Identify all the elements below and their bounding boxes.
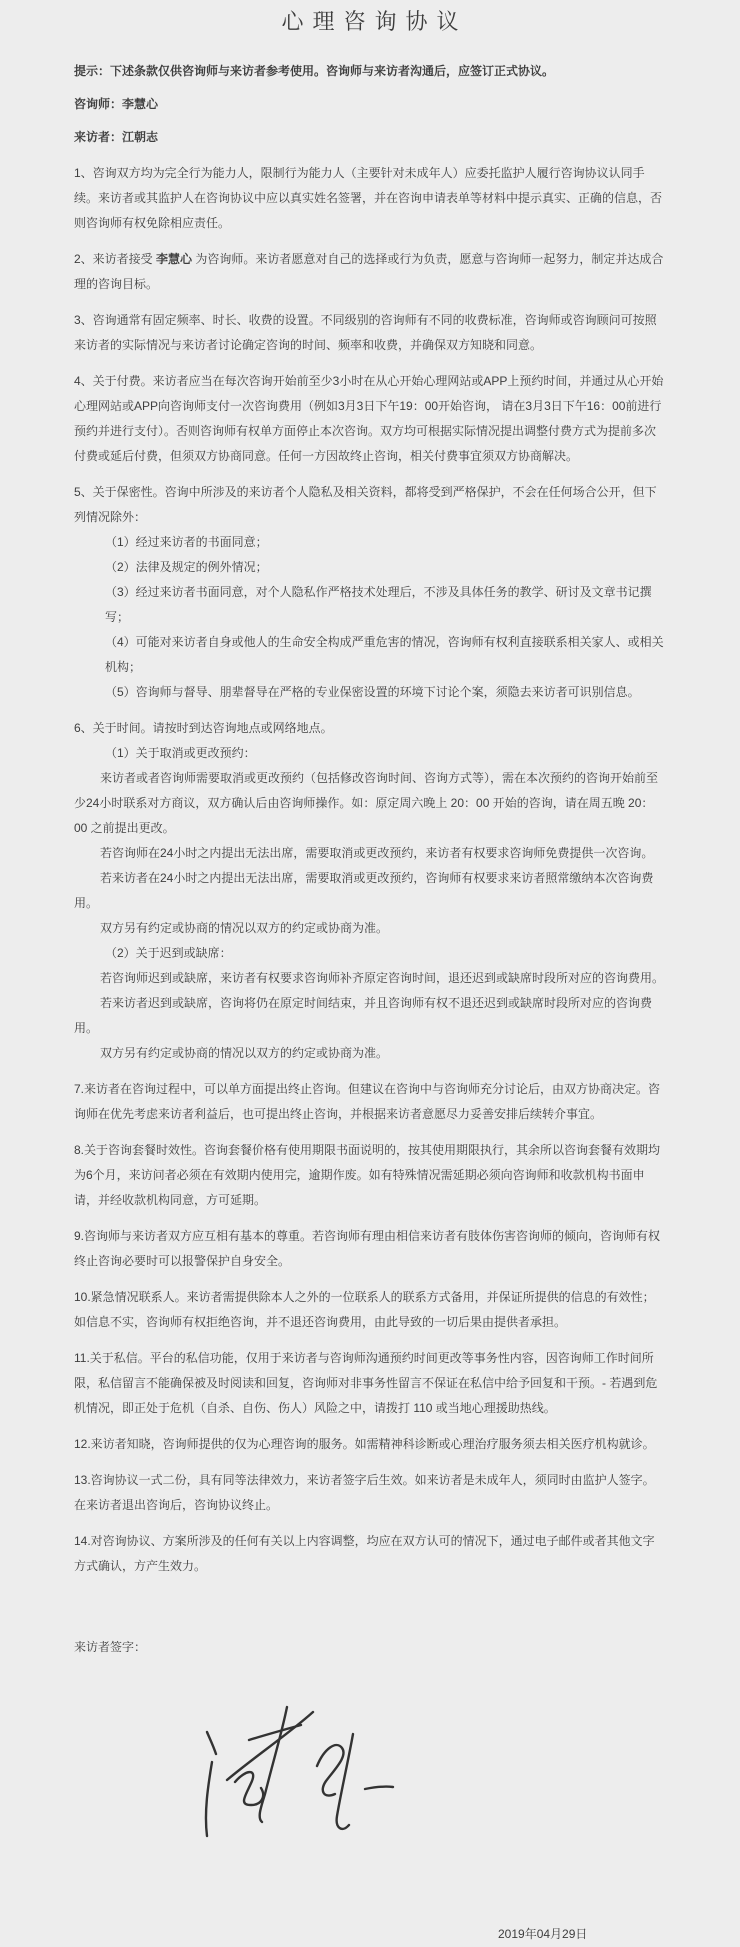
term-item-6-sub-2-para-c: 双方另有约定或协商的情况以双方的约定或协商为准。	[100, 1046, 389, 1060]
term-item-6-sub-1-para-b: 若咨询师在24小时之内提出无法出席，需要取消或更改预约，来访者有权要求咨询师免费提供一次咨询。	[100, 846, 654, 860]
term-item-14: 14.对咨询协议、方案所涉及的任何有关以上内容调整，均应在双方认可的情况下，通过电子邮件或者其他文字方式确认，方产生效力。	[74, 1534, 655, 1573]
term-item-6-sub-2-para-b: 若来访者迟到或缺席，咨询将仍在原定时间结束，并且咨询师有权不退还迟到或缺席时段所对应的咨询费用。	[74, 996, 653, 1035]
term-item-5-sub-4: （4）可能对来访者自身或他人的生命安全构成严重危害的情况，咨询师有权利直接联系相关家人、或相关机构；	[105, 635, 664, 674]
term-item-6-sub-1-head: （1）关于取消或更改预约：	[105, 746, 256, 760]
page-title: 心理咨询协议	[281, 9, 468, 34]
visitor-label: 来访者：	[74, 130, 123, 144]
term-item-9: 9.咨询师与来访者双方应互相有基本的尊重。若咨询师有理由相信来访者有肢体伤害咨询师的倾向，咨询师有权终止咨询必要时可以报警保护自身安全。	[74, 1229, 661, 1268]
term-item-6-sub-1-para-a: 来访者或者咨询师需要取消或更改预约（包括修改咨询时间、咨询方式等），需在本次预约的咨询开始前至少24小时联系对方商议，双方确认后由咨询师操作。如：原定周六晚上 20：00 开始的咨询，请在周五晚 20：00 之前提出更改。	[74, 771, 659, 835]
term-item-11: 11.关于私信。平台的私信功能，仅用于来访者与咨询师沟通预约时间更改等事务性内容，因咨询师工作时间所限，私信留言不能确保被及时阅读和回复，咨询师对非事务性留言不保证在私信中给予回复和干预。- 若遇到危机情况，即正处于危机（自杀、自伤、伤人）风险之中，请拨打 110 或当地心理援助热线。	[74, 1351, 658, 1415]
terms-section	[74, 161, 666, 1579]
term-item-10: 10.紧急情况联系人。来访者需提供除本人之外的一位联系人的联系方式备用，并保证所提供的信息的有效性；如信息不实，咨询师有权拒绝咨询，并不退还咨询费用，由此导致的一切后果由提供者承担。	[74, 1290, 655, 1329]
term-item-5-sub-5: （5）咨询师与督导、朋辈督导在严格的专业保密设置的环境下讨论个案，须隐去来访者可识别信息。	[105, 685, 640, 699]
signature-date: 2019年04月29日	[498, 1927, 588, 1941]
term-item-2	[74, 247, 666, 297]
term-item-6-sub-2-para-a: 若咨询师迟到或缺席，来访者有权要求咨询师补齐原定咨询时间，退还迟到或缺席时段所对应的咨询费用。	[100, 971, 665, 985]
term-item-6-sub-1-para-c: 若来访者在24小时之内提出无法出席，需要取消或更改预约，咨询师有权要求来访者照常缴纳本次咨询费用。	[74, 871, 654, 910]
term-item-5-sub-1: （1）经过来访者的书面同意；	[105, 535, 268, 549]
counselor-label: 咨询师：	[74, 97, 123, 111]
term-item-5-sub-2: （2）法律及规定的例外情况；	[105, 560, 268, 574]
term-item-6: 6、关于时间。请按时到达咨询地点或网络地点。	[74, 721, 333, 735]
notice-text: 提示：下述条款仅供咨询师与来访者参考使用。咨询师与来访者沟通后，应签订正式协议。	[74, 64, 555, 78]
term-item-3: 3、咨询通常有固定频率、时长、收费的设置。不同级别的咨询师有不同的收费标准，咨询师或咨询顾问可按照来访者的实际情况与来访者讨论确定咨询的时间、频率和收费，并确保双方知晓和同意。	[74, 313, 657, 352]
term-item-7: 7.来访者在咨询过程中，可以单方面提出终止咨询。但建议在咨询中与咨询师充分讨论后，由双方协商决定。咨询师在优先考虑来访者利益后，也可提出终止咨询，并根据来访者意愿尽力妥善安排后续转介事宜。	[74, 1082, 661, 1121]
term-item-6-sub-2-head: （2）关于迟到或缺席：	[105, 946, 232, 960]
counselor-name: 李慧心	[122, 97, 159, 111]
term-item-5-sub-3: （3）经过来访者书面同意，对个人隐私作严格技术处理后，不涉及具体任务的教学、研讨及文章书记撰写；	[105, 585, 652, 624]
term-item-5: 5、关于保密性。咨询中所涉及的来访者个人隐私及相关资料，都将受到严格保护，不会在任何场合公开，但下列情况除外：	[74, 485, 657, 524]
term-item-13: 13.咨询协议一式二份，具有同等法律效力，来访者签字后生效。如来访者是未成年人，须同时由监护人签字。在来访者退出咨询后，咨询协议终止。	[74, 1473, 655, 1512]
term-item-2-counselor-name: 李慧心	[156, 252, 193, 266]
visitor-name: 江朝志	[122, 130, 159, 144]
visitor-row	[74, 125, 666, 150]
term-item-8: 8.关于咨询套餐时效性。咨询套餐价格有使用期限书面说明的，按其使用期限执行，其余所以咨询套餐有效期均为6个月，来访问者必须在有效期内使用完，逾期作废。如有特殊情况需延期必须向咨询师和收款机构书面申请，并经收款机构同意，方可延期。	[74, 1143, 661, 1207]
term-item-2-suffix: 为咨询师。来访者愿意对自己的选择或行为负责，愿意与咨询师一起努力，制定并达成合理的咨询目标。	[74, 252, 664, 291]
counselor-row	[74, 92, 666, 117]
term-item-2-prefix: 2、来访者接受	[74, 252, 157, 266]
term-item-1: 1、咨询双方均为完全行为能力人，限制行为能力人（主要针对未成年人）应委托监护人履行咨询协议认同手续。来访者或其监护人在咨询协议中应以真实姓名签署，并在咨询申请表单等材料中提示真实、正确的信息，否则咨询师有权免除相应责任。	[74, 166, 663, 230]
signature-strokes-icon	[195, 1704, 407, 1850]
term-item-4: 4、关于付费。来访者应当在每次咨询开始前至少3小时在从心开始心理网站或APP上预约时间，并通过从心开始心理网站或APP向咨询师支付一次咨询费用（例如3月3日下午19：00开始咨询， 请在3月3日下午16：00前进行预约并进行支付）。否则咨询师有权单方面停止本次咨询。双方均可根据实际情况提出调整付费方式为提前多次付费或延后付费，但须双方协商同意。任何一方因故终止咨询，相关付费事宜须双方协商解决。	[74, 374, 664, 463]
term-item-6-sub-1-para-d: 双方另有约定或协商的情况以双方的约定或协商为准。	[100, 921, 389, 935]
handwritten-signature	[195, 1704, 407, 1850]
term-item-12: 12.来访者知晓，咨询师提供的仅为心理咨询的服务。如需精神科诊断或心理治疗服务须去相关医疗机构就诊。	[74, 1437, 655, 1451]
signature-label: 来访者签字：	[74, 1640, 147, 1654]
